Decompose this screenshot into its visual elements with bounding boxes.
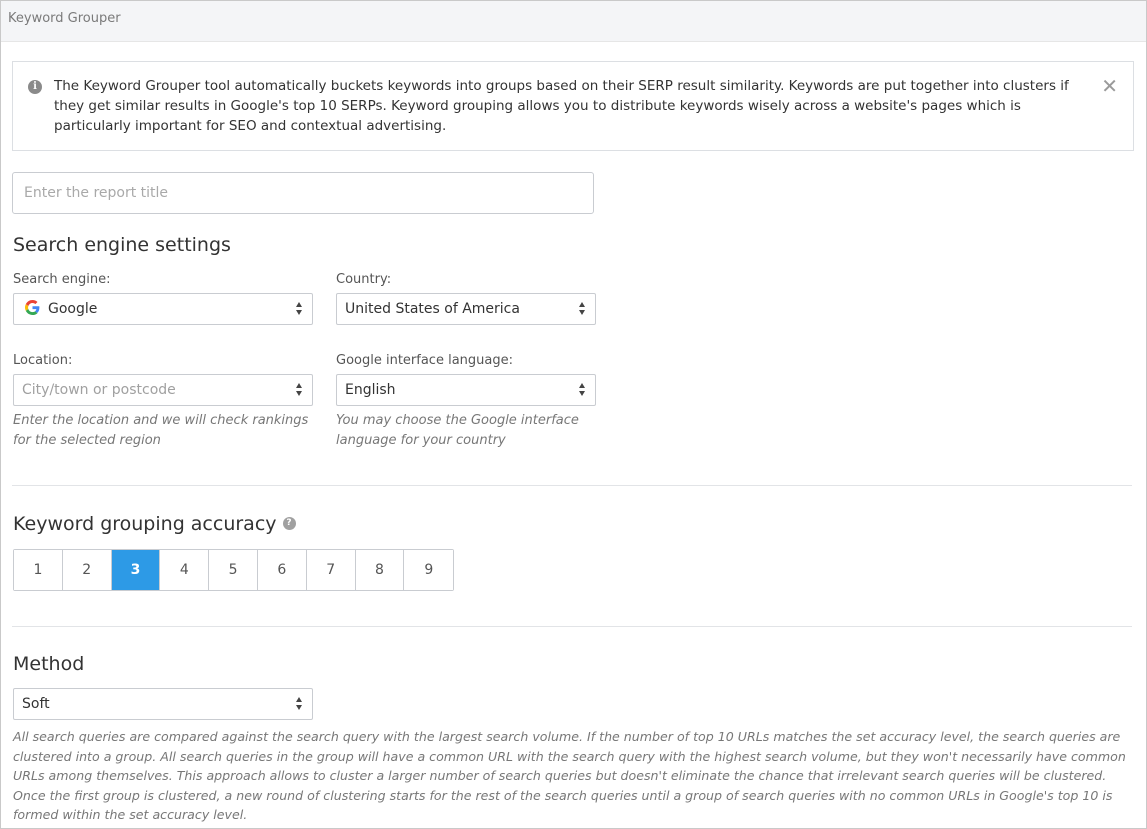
search-engine-value: Google	[48, 301, 98, 317]
location-hint: Enter the location and we will check rankings for the selected region	[13, 413, 309, 448]
accuracy-heading	[13, 513, 296, 535]
select-arrows-icon	[296, 383, 303, 397]
info-icon: i	[28, 80, 42, 94]
info-notice	[12, 61, 1134, 151]
select-arrows-icon	[579, 302, 586, 316]
location-placeholder: City/town or postcode	[22, 382, 176, 398]
language-value: English	[345, 382, 396, 398]
close-icon[interactable]: ✕	[1101, 74, 1118, 98]
accuracy-level-3[interactable]: 3	[112, 550, 161, 590]
location-label: Location:	[13, 353, 73, 368]
info-text: The Keyword Grouper tool automatically buckets keywords into groups based on their SERP result similarity. Keywords are put together into clusters if they get similar results in Google's top 10 SERPs. Keyword grouping allows you to distribute keywords wisely across a website's pages which is particularly important for SEO and contextual advertising.	[54, 78, 1069, 134]
select-arrows-icon	[579, 383, 586, 397]
accuracy-level-7[interactable]: 7	[307, 550, 356, 590]
accuracy-level-1[interactable]: 1	[14, 550, 63, 590]
country-select[interactable]	[336, 293, 596, 325]
accuracy-selector	[13, 549, 454, 591]
method-select[interactable]	[13, 688, 313, 720]
accuracy-level-8[interactable]: 8	[356, 550, 405, 590]
location-select[interactable]	[13, 374, 313, 406]
report-title-input[interactable]	[12, 172, 594, 214]
section-divider	[12, 626, 1132, 627]
method-value: Soft	[22, 696, 50, 712]
select-arrows-icon	[296, 302, 303, 316]
country-value: United States of America	[345, 301, 520, 317]
accuracy-level-6[interactable]: 6	[258, 550, 307, 590]
help-icon[interactable]: ?	[283, 517, 296, 530]
search-engine-select[interactable]	[13, 293, 313, 325]
select-arrows-icon	[296, 697, 303, 711]
language-select[interactable]	[336, 374, 596, 406]
language-label: Google interface language:	[336, 353, 513, 368]
language-hint: You may choose the Google interface language for your country	[336, 413, 579, 448]
method-description: All search queries are compared against the search query with the largest search volume. If the number of top 10 URLs matches the set accuracy level, the search queries are clustered into a group. All search queries in the group will have a common URL with the search query with the highest search volume, but they won't necessarily have common URLs among themselves. This approach allows to cluster a larger number of search queries but doesn't eliminate the chance that irrelevant search queries will be clustered. Once the first group is clustered, a new round of clustering starts for the rest of the search queries until a group of search queries with no common URLs in Google's top 10 is formed within the set accuracy level.	[13, 729, 1126, 822]
section-divider	[12, 485, 1132, 486]
accuracy-level-5[interactable]: 5	[209, 550, 258, 590]
method-heading: Method	[13, 653, 85, 675]
accuracy-level-2[interactable]: 2	[63, 550, 112, 590]
search-engine-label: Search engine:	[13, 272, 111, 287]
accuracy-level-9[interactable]: 9	[404, 550, 453, 590]
accuracy-heading-text: Keyword grouping accuracy	[13, 513, 277, 535]
window-title: Keyword Grouper	[1, 1, 1146, 42]
country-label: Country:	[336, 272, 392, 287]
google-icon	[25, 300, 40, 315]
search-engine-settings-heading: Search engine settings	[13, 234, 231, 256]
accuracy-level-4[interactable]: 4	[160, 550, 209, 590]
